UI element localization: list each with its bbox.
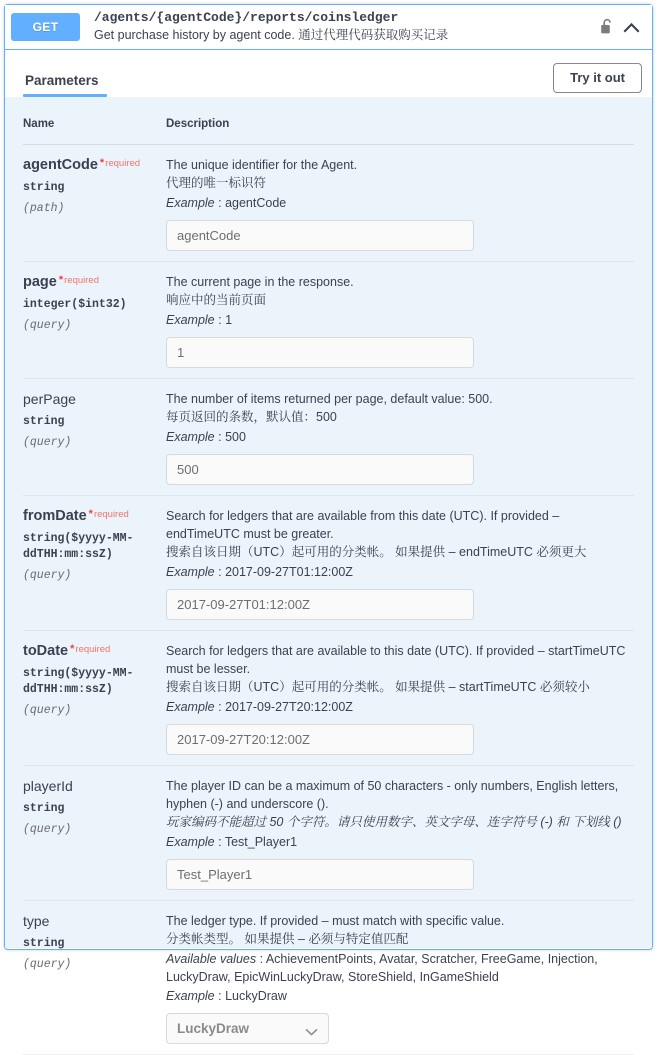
required-asterisk: *: [70, 643, 75, 655]
parameter-location: (query): [23, 704, 72, 717]
unlocked-padlock-icon[interactable]: [600, 18, 614, 36]
parameter-type: string: [23, 802, 65, 815]
parameter-description-cell: [166, 379, 634, 496]
parameter-name-cell: [23, 262, 166, 379]
example-value: agentCode: [225, 196, 287, 210]
required-label: required: [64, 275, 99, 286]
parameter-description-cell: [166, 631, 634, 766]
parameter-name-label: playerId: [23, 778, 73, 794]
tab-parameters[interactable]: [25, 73, 103, 97]
parameter-name: [23, 507, 166, 526]
parameter-description-en: The number of items returned per page, default value: 500.: [166, 392, 493, 406]
parameter-type: integer($int32): [23, 298, 127, 311]
parameter-row: [23, 379, 634, 496]
parameter-input-fromDate[interactable]: [166, 589, 474, 620]
parameter-row: [23, 262, 634, 379]
parameter-name-cell: [23, 766, 166, 901]
required-asterisk: *: [99, 157, 105, 169]
example-key: Example: [166, 700, 215, 714]
parameter-location: (query): [23, 569, 72, 582]
example-key: Example: [166, 565, 215, 579]
parameter-input-perPage[interactable]: [166, 454, 474, 485]
operation-description: Get purchase history by agent code. 通过代理代码获取购买记录: [94, 28, 449, 42]
parameter-input-agentCode[interactable]: [166, 220, 474, 251]
http-method-badge: GET: [11, 13, 80, 41]
operation-summary-controls: [600, 18, 642, 36]
operation-path: /agents/{agentCode}/reports/coinsledger: [94, 10, 399, 25]
parameter-name-label: agentCode: [23, 157, 98, 173]
parameter-description-en: Search for ledgers that are available from this date (UTC). If provided – endTimeUTC must be greater.: [166, 509, 560, 541]
parameter-input-playerId[interactable]: [166, 859, 474, 890]
parameter-name: [23, 273, 166, 292]
parameter-example: Example : 2017-09-27T20:12:00Z: [166, 700, 353, 714]
parameter-input-toDate[interactable]: [166, 724, 474, 755]
parameter-description-cn: 代理的唯一标识符: [166, 176, 267, 190]
parameter-row: [23, 631, 634, 766]
parameter-description-en: The current page in the response.: [166, 275, 354, 289]
parameter-description-en: The ledger type. If provided – must match with specific value.: [166, 914, 505, 928]
parameter-name-cell: [23, 379, 166, 496]
parameter-description-en: The player ID can be a maximum of 50 characters - only numbers, English letters, hyphen (-) and underscore ().: [166, 779, 619, 811]
parameter-available-values: Available values : AchievementPoints, Avatar, Scratcher, FreeGame, Injection, LuckyDraw, EpicWinLuckyDraw, StoreShield, InGameShield: [166, 952, 598, 984]
parameters-table-head: [23, 103, 634, 145]
parameter-name-label: fromDate: [23, 508, 87, 524]
available-values-key: Available values: [166, 952, 257, 966]
parameter-description-en: Search for ledgers that are available to this date (UTC). If provided – startTimeUTC must be lesser.: [166, 644, 626, 676]
parameter-example: Example : 1: [166, 313, 233, 327]
parameter-example: Example : LuckyDraw: [166, 989, 287, 1003]
parameter-location: (path): [23, 202, 65, 215]
parameter-name: [23, 156, 166, 175]
required-asterisk: *: [58, 274, 64, 286]
parameter-select-type[interactable]: [166, 1013, 329, 1044]
parameter-description-cell: [166, 766, 634, 901]
required-label: required: [105, 158, 141, 169]
parameter-name-label: perPage: [23, 391, 76, 407]
column-header-name: Name: [23, 103, 166, 145]
available-values-value: AchievementPoints, Avatar, Scratcher, FreeGame, Injection, LuckyDraw, EpicWinLuckyDraw, StoreShield, InGameShield: [166, 952, 598, 984]
table-header-row: [23, 103, 634, 145]
operation-summary-texts: [80, 10, 600, 44]
parameter-type: string: [23, 937, 65, 950]
parameter-example: Example : 500: [166, 430, 246, 444]
parameters-table: [23, 103, 634, 1055]
example-key: Example: [166, 989, 215, 1003]
example-key: Example: [166, 196, 215, 210]
operation-block: [4, 4, 653, 1003]
example-value: Test_Player1: [224, 835, 298, 849]
required-asterisk: *: [88, 508, 93, 520]
parameter-type: string($yyyy-MM-ddTHH:mm:ssZ): [23, 532, 134, 561]
parameter-description-cn: 响应中的当前页面: [166, 293, 267, 307]
operation-summary-bar[interactable]: [5, 5, 652, 50]
parameter-location: (query): [23, 436, 72, 449]
parameter-description-en: The unique identifier for the Agent.: [166, 158, 358, 172]
parameter-name: [23, 777, 166, 796]
parameter-type: string($yyyy-MM-ddTHH:mm:ssZ): [23, 667, 134, 696]
parameter-example: Example : Test_Player1: [166, 835, 298, 849]
parameter-row: [23, 145, 634, 262]
parameter-description-cell: [166, 262, 634, 379]
parameter-description-cn: 玩家编码不能超过 50 个字符。请只使用数字、英文字母、连字符号 (-) 和 下划线 (): [166, 815, 622, 829]
parameter-name: [23, 912, 166, 931]
parameter-name-label: page: [23, 274, 57, 290]
example-key: Example: [166, 430, 215, 444]
example-key: Example: [166, 835, 215, 849]
parameters-table-body: [23, 145, 634, 1055]
example-value: 1: [225, 313, 233, 327]
parameter-description-cell: [166, 145, 634, 262]
try-it-out-button[interactable]: Try it out: [553, 63, 642, 93]
column-header-description: Description: [166, 103, 634, 145]
parameter-select-wrapper: [166, 1013, 329, 1044]
parameter-name-label: type: [23, 913, 50, 929]
chevron-up-icon[interactable]: [623, 21, 640, 34]
example-value: 2017-09-27T01:12:00Z: [225, 565, 353, 579]
parameter-location: (query): [23, 823, 72, 836]
tab-list: [25, 58, 103, 97]
parameter-name: [23, 390, 166, 409]
example-key: Example: [166, 313, 215, 327]
example-value: 500: [225, 430, 246, 444]
parameter-row: [23, 766, 634, 901]
parameter-description-cn: 搜索自该日期（UTC）起可用的分类帐。 如果提供 – endTimeUTC 必须更大: [166, 545, 587, 559]
parameter-type: string: [23, 181, 65, 194]
parameter-description-cn: 每页返回的条数，默认值：500: [166, 410, 337, 424]
parameter-row: [23, 496, 634, 631]
tab-active-underline: [23, 94, 107, 97]
parameter-input-page[interactable]: [166, 337, 474, 368]
parameter-name-cell: [23, 901, 166, 1055]
parameters-body: [5, 97, 652, 1003]
parameter-name-cell: [23, 496, 166, 631]
parameter-description-cn: 搜索自该日期（UTC）起可用的分类帐。 如果提供 – startTimeUTC 必须较小: [166, 680, 590, 694]
example-value: LuckyDraw: [225, 989, 287, 1003]
parameter-name-cell: [23, 145, 166, 262]
parameter-type: string: [23, 415, 65, 428]
example-value: 2017-09-27T20:12:00Z: [225, 700, 353, 714]
parameter-name: [23, 642, 166, 661]
section-header: [5, 50, 652, 97]
parameter-description-cell: [166, 901, 634, 1055]
parameter-description-cell: [166, 496, 634, 631]
parameter-example: Example : 2017-09-27T01:12:00Z: [166, 565, 353, 579]
parameter-name-label: toDate: [23, 643, 69, 659]
tab-parameters-label: Parameters: [25, 73, 99, 88]
parameter-location: (query): [23, 319, 72, 332]
required-label: required: [93, 509, 129, 520]
parameter-row: [23, 901, 634, 1055]
required-label: required: [75, 644, 111, 655]
parameter-example: Example : agentCode: [166, 196, 287, 210]
parameter-name-cell: [23, 631, 166, 766]
parameter-location: (query): [23, 958, 72, 971]
parameter-description-cn: 分类帐类型。 如果提供 – 必须与特定值匹配: [166, 932, 409, 946]
